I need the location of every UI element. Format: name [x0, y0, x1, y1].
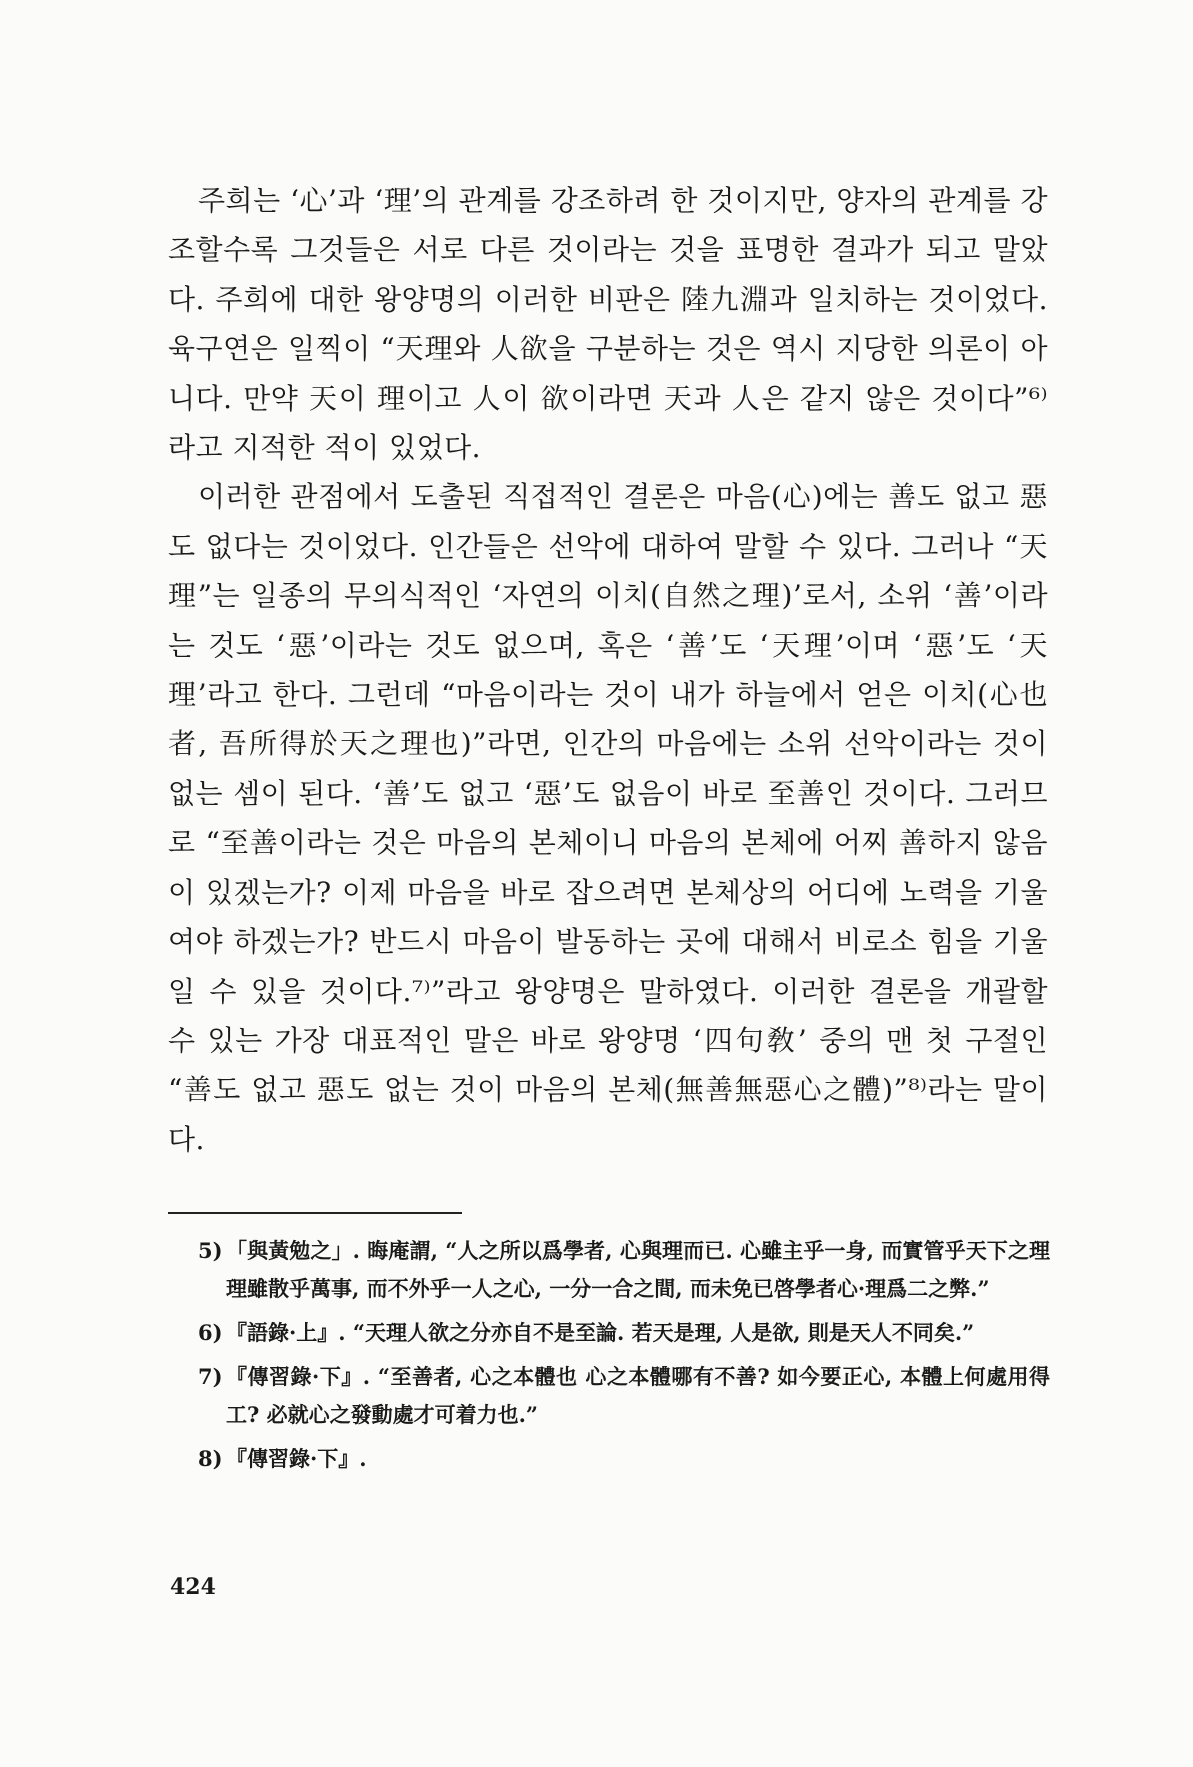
main-text: [168, 176, 1048, 1164]
footnote-5: [198, 1232, 1050, 1308]
footnote-text: 『傳習錄·下』.: [226, 1446, 367, 1471]
footnote-number: 8): [198, 1446, 223, 1471]
paragraph-1: 주희는 ‘心’과 ‘理’의 관계를 강조하려 한 것이지만, 양자의 관계를 강조할수록 그것들은 서로 다른 것이라는 것을 표명한 결과가 되고 말았다. 주희에 대한 왕양명의 이러한 비판은 陸九淵과 일치하는 것이었다. 육구연은 일찍이 “天理와 人欲을 구분하는 것은 역시 지당한 의론이 아니다. 만약 天이 理이고 人이 欲이라면 天과 人은 같지 않은 것이다”⁶⁾라고 지적한 적이 있었다.: [168, 184, 1048, 465]
footnote-number: 5): [198, 1238, 223, 1263]
footnote-number: 7): [198, 1364, 223, 1389]
footnote-text: 『語錄·上』. “天理人欲之分亦自不是至論. 若天是理, 人是欲, 則是天人不同矣.”: [226, 1320, 975, 1345]
page-number: 424: [170, 1574, 216, 1600]
footnote-7: [198, 1358, 1050, 1434]
footnote-text: 「與黃勉之」. 晦庵謂, “人之所以爲學者, 心與理而已. 心雖主乎一身, 而實管乎天下之理 理雖散乎萬事, 而不外乎一人之心, 一分一合之間, 而未免已啓學者心·理爲二之弊.”: [226, 1238, 1050, 1301]
footnote-6: [198, 1314, 1050, 1352]
footnote-text: 『傳習錄·下』. “至善者, 心之本體也 心之本體哪有不善? 如今要正心, 本體上何處用得工? 必就心之發動處才可着力也.”: [226, 1364, 1050, 1427]
footnote-8: [198, 1440, 1050, 1478]
paragraph-2: 이러한 관점에서 도출된 직접적인 결론은 마음(心)에는 善도 없고 惡도 없다는 것이었다. 인간들은 선악에 대하여 말할 수 있다. 그러나 “天理”는 일종의 무의식적인 ‘자연의 이치(自然之理)’로서, 소위 ‘善’이라는 것도 ‘惡’이라는 것도 없으며, 혹은 ‘善’도 ‘天理’이며 ‘惡’도 ‘天理’라고 한다. 그런데 “마음이라는 것이 내가 하늘에서 얻은 이치(心也者, 吾所得於天之理也)”라면, 인간의 마음에는 소위 선악이라는 것이 없는 셈이 된다. ‘善’도 없고 ‘惡’도 없음이 바로 至善인 것이다. 그러므로 “至善이라는 것은 마음의 본체이니 마음의 본체에 어찌 善하지 않음이 있겠는가? 이제 마음을 바로 잡으려면 본체상의 어디에 노력을 기울여야 하겠는가? 반드시 마음이 발동하는 곳에 대해서 비로소 힘을 기울일 수 있을 것이다.⁷⁾”라고 왕양명은 말하였다. 이러한 결론을 개괄할 수 있는 가장 대표적인 말은 바로 왕양명 ‘四句敎’ 중의 맨 첫 구절인 “善도 없고 惡도 없는 것이 마음의 본체(無善無惡心之體)”⁸⁾라는 말이다.: [168, 480, 1048, 1156]
footnotes: [198, 1232, 1050, 1484]
footnote-number: 6): [198, 1320, 223, 1345]
footnote-divider: [168, 1212, 462, 1214]
